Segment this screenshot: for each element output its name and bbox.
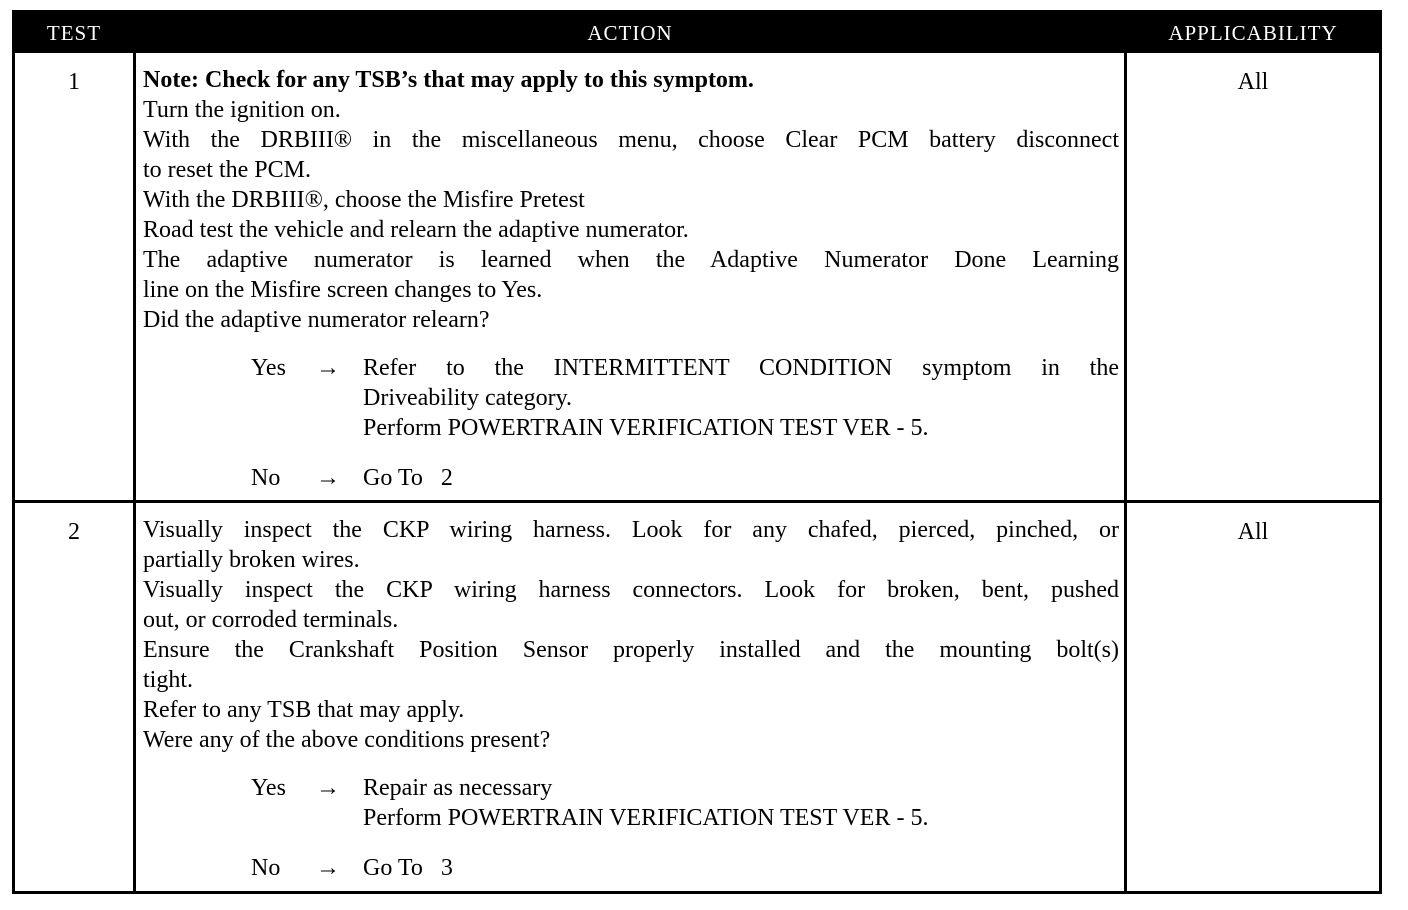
applicability-value: All <box>1237 519 1269 545</box>
test-number: 1 <box>68 69 80 95</box>
action-line: Road test the vehicle and relearn the adaptive numerator. <box>143 217 689 243</box>
goto-text: Go To 2 <box>363 465 453 491</box>
test-number: 2 <box>68 519 80 545</box>
goto-text: Go To 3 <box>363 855 453 881</box>
note-text: Note: Check for any TSB’s that may apply to this symptom. <box>143 67 754 93</box>
action-line: line on the Misfire screen changes to Yes. <box>143 277 543 303</box>
yes-line: Perform POWERTRAIN VERIFICATION TEST VER - 5. <box>363 415 929 441</box>
action-line: partially broken wires. <box>143 547 360 573</box>
yes-line: Perform POWERTRAIN VERIFICATION TEST VER - 5. <box>363 805 929 831</box>
action-line: Visually inspect the CKP wiring harness connectors. Look for broken, bent, pushed <box>143 577 1119 603</box>
diagnostic-table <box>12 10 1382 894</box>
right-arrow-icon: → <box>316 465 340 491</box>
header-action: ACTION <box>587 21 673 45</box>
yes-text <box>363 773 1119 833</box>
yes-label: Yes <box>251 775 286 801</box>
action-line: Did the adaptive numerator relearn? <box>143 307 490 333</box>
action-cell <box>143 515 1119 881</box>
yes-line: Driveability category. <box>363 385 573 411</box>
right-arrow-icon: → <box>316 355 340 381</box>
action-line: tight. <box>143 667 194 693</box>
yes-line: Refer to the INTERMITTENT CONDITION symptom in the <box>363 355 1119 381</box>
action-line: With the DRBIII®, choose the Misfire Pretest <box>143 187 585 213</box>
table-row <box>15 53 1379 500</box>
action-cell <box>143 65 1119 491</box>
header-applicability: APPLICABILITY <box>1168 21 1338 45</box>
yes-label: Yes <box>251 355 286 381</box>
action-line: The adaptive numerator is learned when the Adaptive Numerator Done Learning <box>143 247 1119 273</box>
table-row <box>15 503 1379 891</box>
no-label: No <box>251 855 281 881</box>
header-test: TEST <box>46 21 102 45</box>
yes-text <box>363 353 1119 443</box>
action-line: Refer to any TSB that may apply. <box>143 697 465 723</box>
action-line: to reset the PCM. <box>143 157 311 183</box>
applicability-value: All <box>1237 69 1269 95</box>
action-line: Ensure the Crankshaft Position Sensor properly installed and the mounting bolt(s) <box>143 637 1119 663</box>
right-arrow-icon: → <box>316 855 340 881</box>
action-line: Turn the ignition on. <box>143 97 341 123</box>
action-line: out, or corroded terminals. <box>143 607 399 633</box>
action-line: Were any of the above conditions present? <box>143 727 551 753</box>
action-line: With the DRBIII® in the miscellaneous menu, choose Clear PCM battery disconnect <box>143 127 1119 153</box>
no-label: No <box>251 465 281 491</box>
table-header <box>15 13 1379 53</box>
action-line: Visually inspect the CKP wiring harness. Look for any chafed, pierced, pinched, or <box>143 517 1119 543</box>
yes-line: Repair as necessary <box>363 775 553 801</box>
right-arrow-icon: → <box>316 775 340 801</box>
